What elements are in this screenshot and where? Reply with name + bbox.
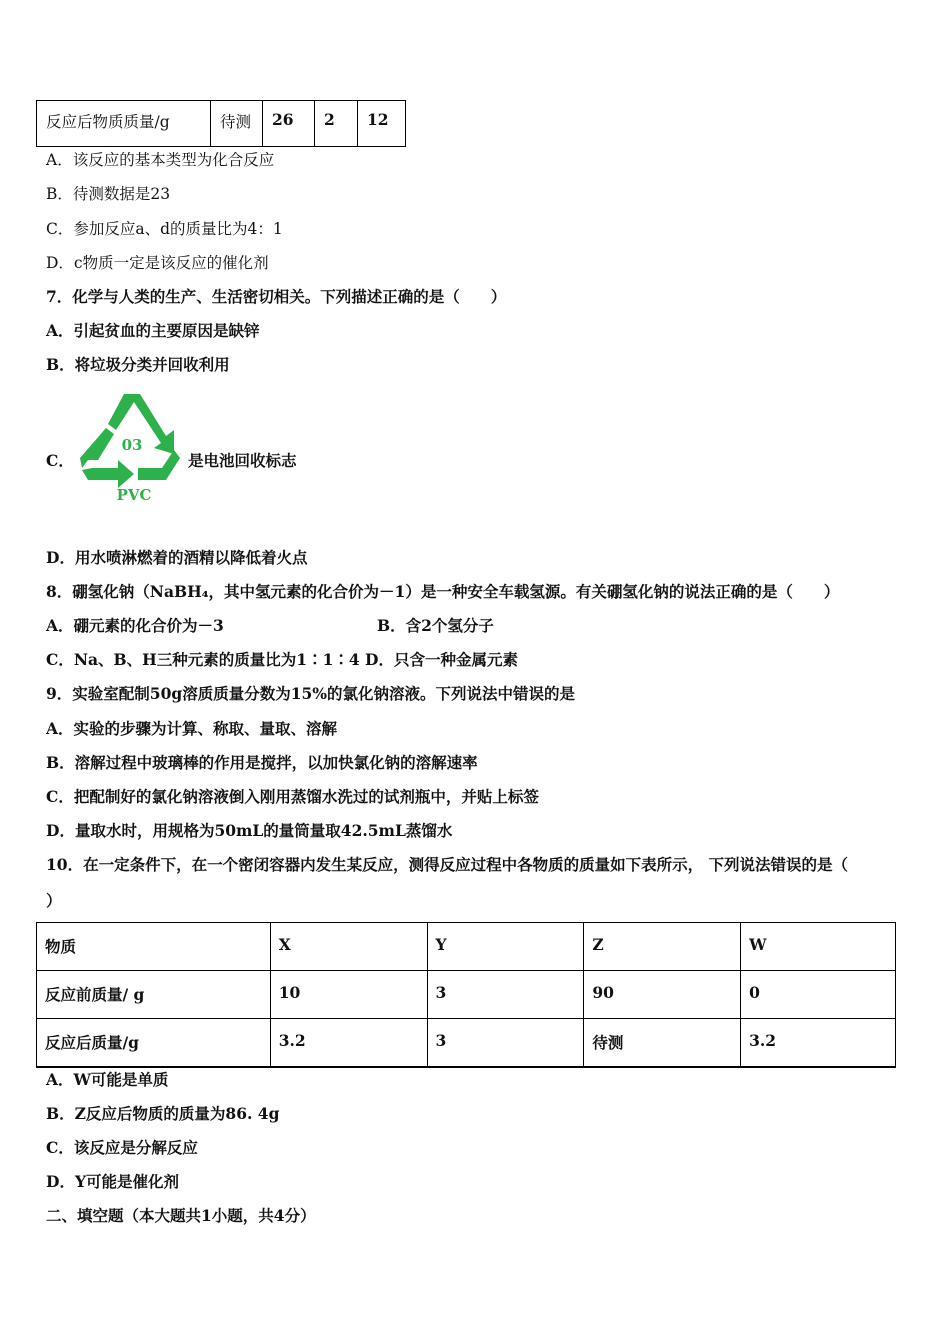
table-cell: 2 <box>315 101 358 147</box>
table-row <box>37 101 406 147</box>
q8-option-a: A．硼元素的化合价为－3 <box>46 616 224 635</box>
table-cell: 0 <box>741 971 896 1019</box>
q9-option-a: A．实验的步骤为计算、称取、量取、溶解 <box>46 719 338 738</box>
table-cell: 3 <box>427 971 584 1019</box>
table-cell: 反应后物质质量/g <box>37 101 211 147</box>
table-cell: 12 <box>358 101 406 147</box>
q7-option-b: B．将垃圾分类并回收利用 <box>46 355 230 374</box>
table-cell: 3.2 <box>270 1019 427 1067</box>
q10-option-b: B．Z反应后物质的质量为86. 4g <box>46 1104 280 1123</box>
table-cell: 待测 <box>211 101 263 147</box>
table-cell: 3 <box>427 1019 584 1067</box>
recycling-pvc-icon <box>78 388 186 506</box>
table-cell: 反应前质量/ g <box>37 971 271 1019</box>
table-header-cell: W <box>741 923 896 971</box>
q9-option-d: D．量取水时，用规格为50mL的量筒量取42.5mL蒸馏水 <box>46 821 453 840</box>
logo-number: 03 <box>121 436 143 454</box>
q9-option-b: B．溶解过程中玻璃棒的作用是搅拌，以加快氯化钠的溶解速率 <box>46 753 478 772</box>
q6-option-a: A．该反应的基本类型为化合反应 <box>46 151 275 169</box>
q7-option-c-text: 是电池回收标志 <box>188 451 297 470</box>
q6-option-b: B．待测数据是23 <box>46 185 171 203</box>
q6-option-c: C．参加反应a、d的质量比为4：1 <box>46 220 283 238</box>
q8-option-cd: C．Na、B、H三种元素的质量比为1∶1∶4 D．只含一种金属元素 <box>46 650 518 669</box>
q8-stem: 8．硼氢化钠（NaBH₄，其中氢元素的化合价为－1）是一种安全车载氢源。有关硼氢化钠的说法正确的是（ ） <box>46 582 840 601</box>
reaction-table-partial <box>36 100 406 147</box>
logo-text: PVC <box>116 486 152 504</box>
table-header-row <box>37 923 896 971</box>
q9-stem: 9．实验室配制50g溶质质量分数为15%的氯化钠溶液。下列说法中错误的是 <box>46 684 575 703</box>
table-row <box>37 1019 896 1067</box>
q6-option-d: D．c物质一定是该反应的催化剂 <box>46 254 269 272</box>
table-cell: 90 <box>584 971 741 1019</box>
q9-option-c: C．把配制好的氯化钠溶液倒入刚用蒸馏水洗过的试剂瓶中，并贴上标签 <box>46 787 539 806</box>
table-header-cell: 物质 <box>37 923 271 971</box>
q8-option-b: B．含2个氢分子 <box>377 616 494 635</box>
q7-stem: 7．化学与人类的生产、生活密切相关。下列描述正确的是（ ） <box>46 287 507 306</box>
q10-option-a: A．W可能是单质 <box>46 1070 169 1089</box>
table-header-cell: Z <box>584 923 741 971</box>
table-cell: 3.2 <box>741 1019 896 1067</box>
table-row <box>37 971 896 1019</box>
q7-option-d: D．用水喷淋燃着的酒精以降低着火点 <box>46 548 308 567</box>
section-heading: 二、填空题（本大题共1小题，共4分） <box>46 1206 316 1225</box>
q7-option-a: A．引起贫血的主要原因是缺锌 <box>46 321 260 340</box>
table-cell: 待测 <box>584 1019 741 1067</box>
q7-option-c-label: C． <box>46 451 74 470</box>
table-header-cell: X <box>270 923 427 971</box>
q10-option-c: C．该反应是分解反应 <box>46 1138 198 1157</box>
q10-stem-end: ） <box>46 891 62 910</box>
table-header-cell: Y <box>427 923 584 971</box>
q10-stem: 10．在一定条件下，在一个密闭容器内发生某反应，测得反应过程中各物质的质量如下表所示， 下列说法错误的是（ <box>46 855 848 874</box>
table-cell: 26 <box>263 101 315 147</box>
q10-option-d: D．Y可能是催化剂 <box>46 1172 180 1191</box>
reaction-table <box>36 922 896 1068</box>
table-cell: 10 <box>270 971 427 1019</box>
table-cell: 反应后质量/g <box>37 1019 271 1067</box>
